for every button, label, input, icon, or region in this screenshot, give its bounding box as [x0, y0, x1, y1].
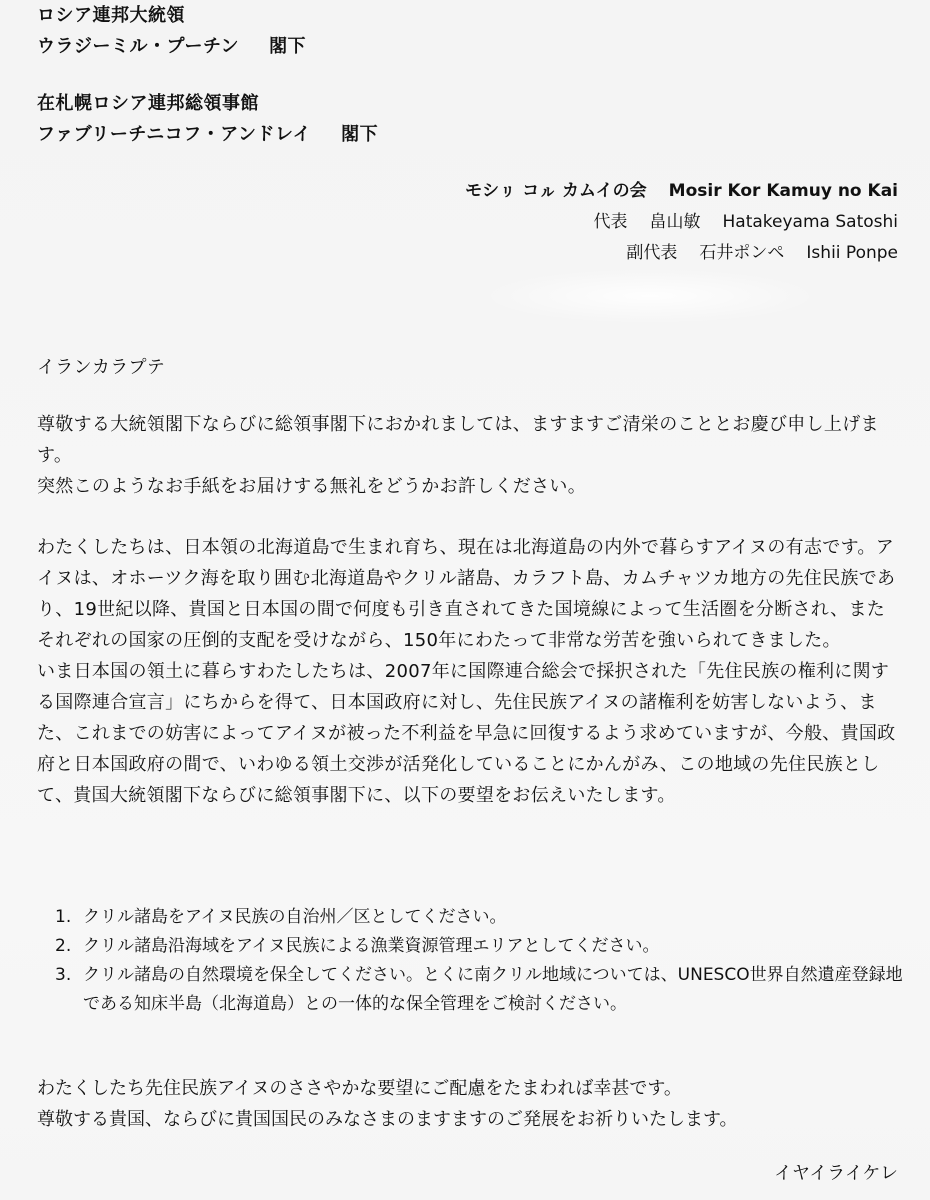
rep-name-ja: 畠山敏: [649, 212, 701, 232]
opening-paragraph: [37, 409, 903, 502]
sender-org-ja: モシㇼ コㇽ カムイの会: [465, 181, 647, 201]
request-list: [55, 903, 905, 1019]
paragraph-line: 尊敬する貴国、ならびに貴国国民のみなさまのますますのご発展をお祈りいたします。: [37, 1109, 738, 1130]
paragraph-line: わたくしたちは、日本領の北海道島で生まれ育ち、現在は北海道島の内外で暮らすアイヌの有志です。アイヌは、オホーツク海を取り囲む北海道島やクリル諸島、カラフト島、カムチャツカ地方の先住民族であり、19世紀以降、貴国と日本国の間で何度も引き直されてきた国境線によって生活圏を分断され、またそれぞれの国家の圧倒的支配を受けながら、150年にわたって非常な労苦を強いられてきました。: [37, 537, 896, 651]
list-item-number: 1.: [55, 907, 72, 927]
addressee-name: ファブリーチニコフ・アンドレイ: [37, 124, 312, 145]
closing-paragraph: [37, 1073, 903, 1135]
addressee-honorific: 閣下: [341, 124, 379, 145]
paragraph-line: わたくしたち先住民族アイヌのささやかな要望にご配慮をたまわれば幸甚です。: [37, 1078, 682, 1099]
paragraph-line: 突然このようなお手紙をお届けする無礼をどうかお許しください。: [37, 476, 586, 497]
sender-block: [465, 176, 898, 269]
list-item: [55, 932, 905, 961]
addressee-name: ウラジーミル・プーチン: [37, 36, 240, 57]
list-item-text: クリル諸島の自然環境を保全してください。とくに南クリル地域については、UNESCO世界自然遺産登録地である知床半島（北海道島）との一体的な保全管理をご検討ください。: [83, 965, 903, 1014]
vice-role: 副代表: [626, 243, 678, 263]
addressee-president: [37, 0, 306, 62]
vice-name-ja: 石井ポンペ: [699, 243, 785, 263]
background-paragraph: [37, 532, 903, 811]
addressee-title: 在札幌ロシア連邦総領事館: [37, 93, 259, 114]
addressee-honorific: 閣下: [269, 36, 307, 57]
rep-role: 代表: [593, 212, 628, 232]
list-item-number: 3.: [55, 965, 72, 985]
sender-org-en: Mosir Kor Kamuy no Kai: [668, 181, 898, 201]
greeting: [37, 352, 903, 383]
vice-name-en: Ishii Ponpe: [806, 243, 898, 263]
list-item: [55, 961, 905, 1019]
paragraph-line: いま日本国の領土に暮らすわたしたちは、2007年に国際連合総会で採択された「先住民族の権利に関する国際連合宣言」にちからを得て、日本国政府に対し、先住民族アイヌの諸権利を妨害しないよう、また、これまでの妨害によってアイヌが被った不利益を早急に回復するよう求めていますが、今般、貴国政府と日本国政府の間で、いわゆる領土交渉が活発化していることにかんがみ、この地域の先住民族として、貴国大統領閣下ならびに総領事閣下に、以下の要望をお伝えいたします。: [37, 661, 896, 806]
sender-organization: [465, 176, 898, 207]
greeting-text: イランカラプテ: [37, 357, 166, 378]
addressee-title: ロシア連邦大統領: [37, 5, 185, 26]
rep-name-en: Hatakeyama Satoshi: [722, 212, 898, 232]
sender-vice-representative: [465, 238, 898, 269]
addressee-consul-general: [37, 88, 378, 150]
list-item: [55, 903, 905, 932]
list-item-number: 2.: [55, 936, 72, 956]
signoff: イヤイライケレ: [773, 1163, 898, 1184]
sender-representative: [465, 207, 898, 238]
paragraph-line: 尊敬する大統領閣下ならびに総領事閣下におかれましては、ますますご清栄のこととお慶び申し上げます。: [37, 414, 879, 466]
list-item-text: クリル諸島沿海域をアイヌ民族による漁業資源管理エリアとしてください。: [83, 936, 660, 956]
list-item-text: クリル諸島をアイヌ民族の自治州／区としてください。: [83, 907, 507, 927]
redacted-smudge: [480, 268, 820, 324]
